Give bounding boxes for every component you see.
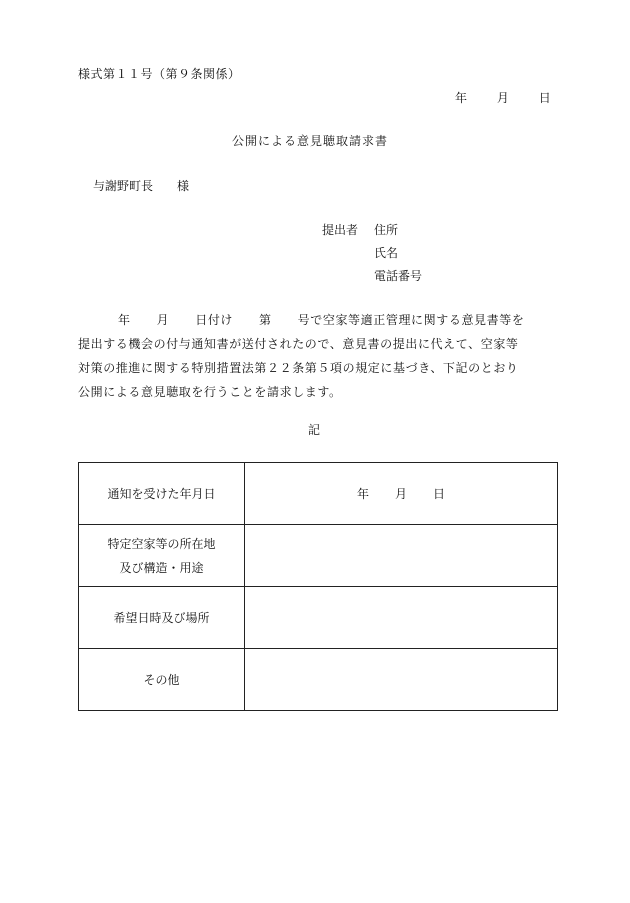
body-year: 年: [118, 313, 131, 327]
table-row: [79, 463, 558, 525]
request-body-text: [78, 308, 558, 404]
addressee-name: 与謝野町長: [93, 179, 154, 193]
row-label-location-line2: 及び構造・用途: [119, 560, 204, 575]
document-title: 公開による意見聴取請求書: [232, 134, 389, 148]
date-month-label: 月: [496, 91, 509, 105]
row-label-location-line1: 特定空家等の所在地: [107, 536, 216, 551]
table-row: [79, 649, 558, 711]
date-year-label: 年: [455, 91, 468, 105]
body-line1-rest: 号で空家等適正管理に関する意見書等を: [297, 313, 525, 327]
applicant-phone-label: 電話番号: [374, 269, 423, 283]
detail-table: [78, 462, 558, 711]
body-month: 月: [156, 313, 170, 327]
row-label-desired-datetime: 希望日時及び場所: [79, 587, 245, 649]
body-day-suffix: 日付け: [195, 313, 234, 327]
applicant-address-label: 住所: [374, 223, 399, 237]
notification-date-field[interactable]: [245, 463, 558, 525]
row-label-location: [79, 525, 245, 587]
body-line-3: 対策の推進に関する特別措置法第２２条第５項の規定に基づき、下記のとおり: [78, 361, 519, 375]
applicant-label: 提出者: [322, 223, 359, 237]
location-field[interactable]: [245, 525, 558, 587]
applicant-name-label: 氏名: [374, 246, 399, 260]
form-number: 様式第１１号（第９条関係）: [78, 67, 241, 81]
row-label-other: その他: [79, 649, 245, 711]
desired-datetime-field[interactable]: [245, 587, 558, 649]
addressee: [93, 178, 189, 194]
date-day-label: 日: [538, 91, 551, 105]
notification-month-label: 月: [394, 486, 407, 501]
other-field[interactable]: [245, 649, 558, 711]
table-row: [79, 587, 558, 649]
notification-year-label: 年: [356, 486, 369, 501]
addressee-suffix: 様: [177, 179, 190, 193]
body-number-prefix: 第: [259, 313, 272, 327]
body-line-4: 公開による意見聴取を行うことを請求します。: [78, 385, 342, 399]
submission-date: [455, 90, 551, 106]
row-label-notification-date: 通知を受けた年月日: [79, 463, 245, 525]
ki-heading: 記: [308, 423, 321, 437]
table-row: [79, 525, 558, 587]
body-line-2: 提出する機会の付与通知書が送付されたので、意見書の提出に代えて、空家等: [78, 337, 519, 351]
body-line-1: [78, 308, 558, 332]
notification-day-label: 日: [433, 486, 446, 501]
